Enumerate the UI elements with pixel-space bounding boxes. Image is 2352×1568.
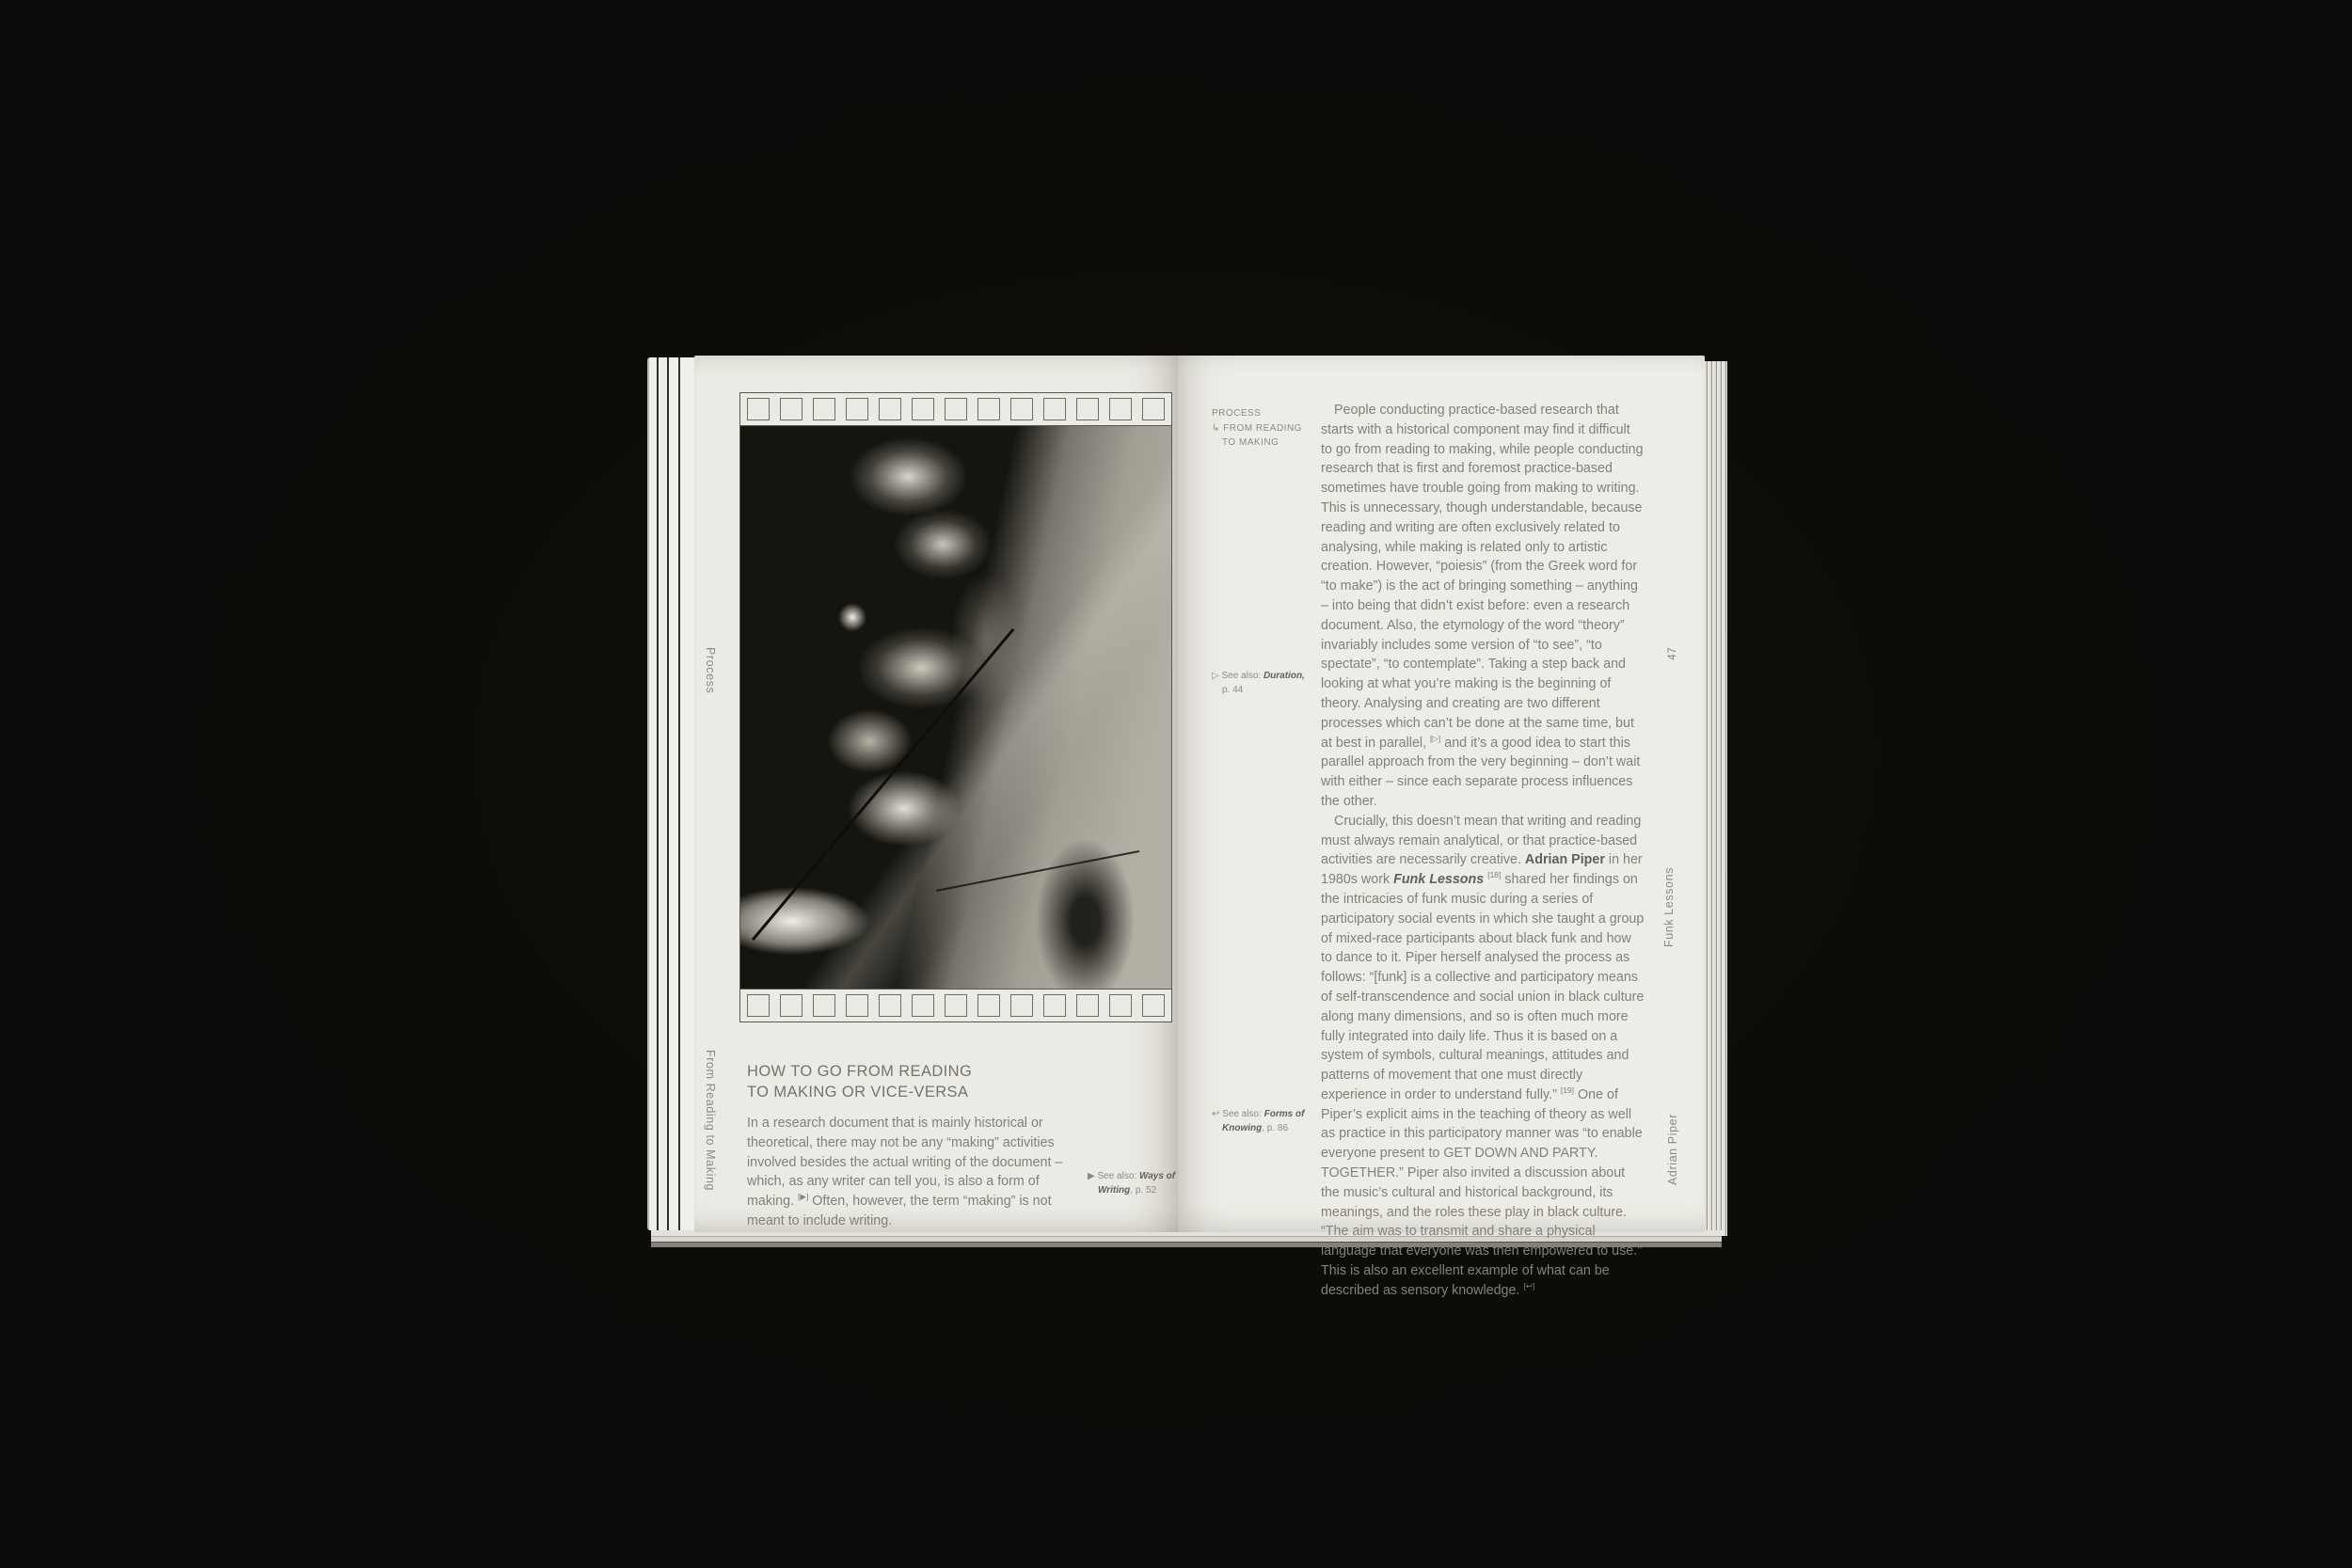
film-sprocket-band-top [740,393,1171,426]
paragraph-practice-based-research [1321,401,1645,812]
see-also-marker-icon: ▶ [1088,1171,1098,1181]
see-also-prefix: See also: [1222,1109,1264,1119]
see-also-prefix: See also: [1221,671,1263,681]
paragraph-funk-lessons [1321,812,1645,1301]
see-also-title-cont: Knowing [1222,1122,1263,1133]
paragraph-text: shared her findings on the intricacies of funk music during a series of participatory social events in which she taught a group of mixed-race participants about black funk and how to dance to it. Piper herself analysed the process as follows: “[funk] is a collective and participatory means of self-transcendence and social union in black culture along many dimensions, and so is often much more fully integrated into daily life. Thus it is based on a system of symbols, cultural meanings, attitudes and patterns of movement that one must directly experience in order to understand fully.” [1321,872,1645,1102]
arrow-down-right-icon: ↳ [1212,422,1224,434]
see-also-page: , p. 86 [1262,1122,1289,1133]
process-label-line2 [1212,421,1302,436]
sprocket-hole [780,398,803,420]
margin-note-forms-of-knowing [1212,1108,1304,1135]
right-page-work-label: Funk Lessons [1662,867,1676,948]
sprocket-hole [1010,398,1033,420]
right-page-edge-stack [1705,361,1727,1236]
right-page-artist-label: Adrian Piper [1666,1114,1679,1185]
sprocket-hole [1010,994,1033,1017]
paragraph-text: in her 1980s work [1321,852,1643,888]
work-title-bold-italic: Funk Lessons [1393,872,1485,888]
sprocket-hole [1142,994,1165,1017]
left-page [694,356,1178,1232]
mic-cable-line [936,850,1139,892]
sprocket-hole [912,994,934,1017]
sprocket-hole [879,398,901,420]
sprocket-hole [780,994,803,1017]
open-book-spread [647,356,1727,1298]
paragraph-text: Crucially, this doesn’t mean that writing and reading must always remain analytical, or that practice-based activities are necessarily creative. [1321,813,1642,868]
sprocket-hole [1109,398,1132,420]
see-also-marker-icon: ▷ [1212,671,1222,681]
margin-note-line [1212,1108,1304,1122]
right-page-text-column [1321,401,1645,1301]
process-label: PROCESS [1212,408,1262,419]
margin-note-duration [1212,670,1305,697]
margin-note-line [1212,1122,1304,1136]
funk-lessons-photograph [740,426,1171,989]
margin-note-ways-of-writing [1088,1170,1175,1197]
inline-ref-duration: [▷] [1430,733,1441,743]
paragraph-text-cont: and it’s a good idea to start this parallel approach from the very beginning – don’t wait with either – since each separate process influences the other. [1321,735,1641,809]
see-also-title: Ways of [1138,1171,1176,1181]
see-also-title-cont: Writing [1098,1184,1131,1196]
sprocket-hole [1109,994,1132,1017]
film-sprocket-band-bottom [740,989,1171,1022]
mic-stand-line [752,628,1014,941]
inline-ref-19: [19] [1560,1085,1575,1096]
sprocket-hole [1076,994,1099,1017]
sprocket-hole [747,994,770,1017]
page-number: 47 [1667,647,1678,660]
margin-note-line [1088,1184,1175,1198]
left-page-section-label: From Reading to Making [704,1050,717,1192]
left-page-chapter-label: Process [704,647,717,694]
inline-ref-ways-of-writing: [▶] [798,1192,809,1202]
sprocket-hole [945,994,967,1017]
see-also-title: Duration, [1263,671,1305,681]
see-also-prefix: See also: [1097,1171,1139,1181]
sprocket-hole [1076,398,1099,420]
sprocket-hole [813,398,835,420]
sprocket-hole [813,994,835,1017]
return-arrow-icon: ↩ [1212,1109,1223,1119]
sprocket-hole [977,994,1000,1017]
sprocket-hole [846,398,868,420]
left-paragraph-text-cont: Often, however, the term “making” is not meant to include writing. [747,1194,1052,1228]
section-heading-line1: HOW TO GO FROM READING [747,1063,973,1080]
see-also-page: , p. 52 [1130,1184,1157,1196]
sprocket-hole [977,398,1000,420]
left-page-edge-stack [647,357,694,1230]
sprocket-hole [879,994,901,1017]
see-also-title: Forms of [1263,1109,1305,1119]
process-label-text: FROM READING [1223,422,1302,434]
sprocket-hole [1142,398,1165,420]
margin-note-line [1088,1170,1175,1184]
sprocket-hole [1043,994,1066,1017]
left-page-paragraph [747,1114,1065,1231]
film-strip-figure [739,392,1172,1022]
left-paragraph-text: In a research document that is mainly historical or theoretical, there may not be any “making” activities involved besides the actual writing of the document – which, as any writer can tell you, is also a form of making. [747,1116,1063,1210]
section-heading-line2: TO MAKING OR VICE-VERSA [747,1084,969,1101]
section-heading [747,1061,972,1102]
sprocket-hole [945,398,967,420]
sprocket-hole [912,398,934,420]
margin-note-process [1212,406,1302,451]
paragraph-text: People conducting practice-based research that starts with a historical component may find it difficult to go from reading to making, while people conducting research that is first and foremost practice-based sometimes have trouble going from making to writing. This is unnecessary, though understandable, because reading and writing are often exclusively related to analysing, while making is related only to artistic creation. However, “poiesis” (from the Greek word for “to make”) is the act of bringing something – anything – into being that didn’t exist before: even a research document. Also, the etymology of the word “theory” invariably includes some version of “to see”, “to spectate”, “to contemplate”. Taking a step back and looking at what you’re making is the beginning of theory. Analysing and creating are two different processes which can’t be done at the same time, but at best in parallel, [1321,403,1644,751]
sprocket-hole [747,398,770,420]
right-page [1178,356,1705,1298]
process-label-line3: TO MAKING [1222,437,1279,448]
artist-name-bold: Adrian Piper [1524,852,1605,868]
see-also-page: p. 44 [1222,684,1244,695]
paragraph-text: One of Piper’s explicit aims in the teaching of theory as well as practice in this participatory manner was “to enable everyone present to GET DOWN AND PARTY. TOGETHER.” Piper also invited a discussion about the music’s cultural and historical background, its meanings, and the roles these play in black culture. “The aim was to transmit and share a physical language that everyone was then empowered to use.” This is also an excellent example of what can be described as sensory knowledge. [1321,1086,1643,1298]
inline-ref-18: [18] [1487,870,1502,880]
margin-note-line [1212,670,1305,684]
sprocket-hole [846,994,868,1017]
inline-ref-return: [↩] [1523,1281,1535,1291]
sprocket-hole [1043,398,1066,420]
